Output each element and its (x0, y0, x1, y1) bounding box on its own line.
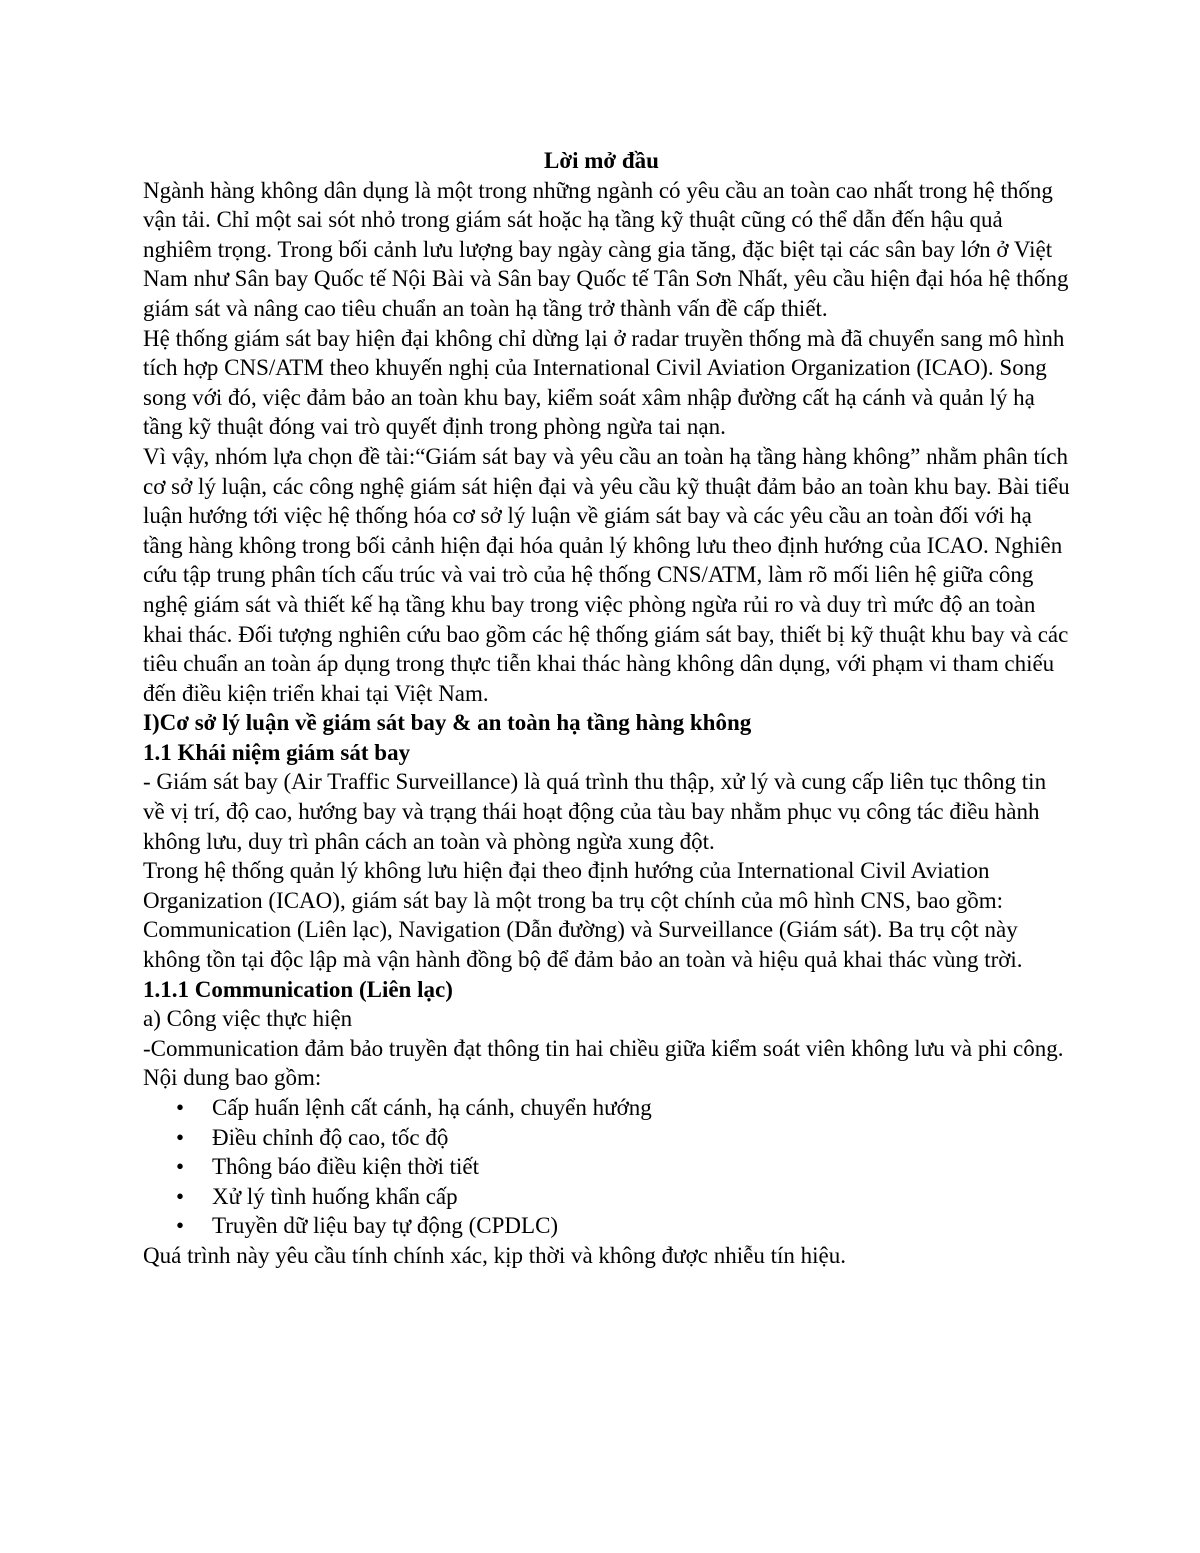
intro-paragraph-3: Vì vậy, nhóm lựa chọn đề tài:“Giám sát bay và yêu cầu an toàn hạ tầng hàng không” nhằm phân tích cơ sở lý luận, các công nghệ giám sát hiện đại và yêu cầu kỹ thuật đảm bảo an toàn khu bay. Bài tiểu luận hướng tới việc hệ thống hóa cơ sở lý luận về giám sát bay và các yêu cầu an toàn đối với hạ tầng hàng không trong bối cảnh hiện đại hóa quản lý không lưu theo định hướng của ICAO. Nghiên cứu tập trung phân tích cấu trúc và vai trò của hệ thống CNS/ATM, làm rõ mối liên hệ giữa công nghệ giám sát và thiết kế hạ tầng khu bay trong việc phòng ngừa rủi ro và duy trì mức độ an toàn khai thác. Đối tượng nghiên cứu bao gồm các hệ thống giám sát bay, thiết bị kỹ thuật khu bay và các tiêu chuẩn an toàn áp dụng trong thực tiễn khai thác hàng không dân dụng, với phạm vi tham chiếu đến điều kiện triển khai tại Việt Nam. (143, 443, 1070, 706)
section-1-1-heading: 1.1 Khái niệm giám sát bay (143, 739, 411, 765)
list-item-text: Điều chỉnh độ cao, tốc độ (212, 1124, 449, 1150)
document-title: Lời mở đầu (544, 148, 659, 173)
bullet-dot-icon: • (175, 1124, 185, 1150)
list-item-text: Truyền dữ liệu bay tự động (CPDLC) (212, 1213, 559, 1239)
bullet-dot-icon: • (175, 1154, 185, 1180)
closing-paragraph: Quá trình này yêu cầu tính chính xác, kịp thời và không được nhiễu tín hiệu. (143, 1242, 846, 1268)
communication-task-list (143, 1093, 1070, 1241)
list-item (172, 1093, 1070, 1123)
list-item-text: Xử lý tình huống khẩn cấp (212, 1183, 458, 1209)
list-item-text: Thông báo điều kiện thời tiết (212, 1154, 480, 1180)
intro-paragraph-1: Ngành hàng không dân dụng là một trong những ngành có yêu cầu an toàn cao nhất trong hệ thống vận tải. Chỉ một sai sót nhỏ trong giám sát hoặc hạ tầng kỹ thuật cũng có thể dẫn đến hậu quả nghiêm trọng. Trong bối cảnh lưu lượng bay ngày càng gia tăng, đặc biệt tại các sân bay lớn ở Việt Nam như Sân bay Quốc tế Nội Bài và Sân bay Quốc tế Tân Sơn Nhất, yêu cầu hiện đại hóa hệ thống giám sát và nâng cao tiêu chuẩn an toàn hạ tầng trở thành vấn đề cấp thiết. (143, 177, 1069, 321)
list-item-text: Cấp huấn lệnh cất cánh, hạ cánh, chuyển hướng (212, 1095, 652, 1120)
section-1-heading: I)Cơ sở lý luận về giám sát bay & an toàn hạ tầng hàng không (143, 710, 752, 736)
subsection-a-label: a) Công việc thực hiện (143, 1006, 353, 1032)
list-item (172, 1152, 1070, 1182)
bullet-dot-icon: • (175, 1095, 185, 1120)
section-1-1-1-heading: 1.1.1 Communication (Liên lạc) (143, 976, 453, 1002)
list-item (172, 1211, 1070, 1241)
bullet-dot-icon: • (175, 1213, 185, 1239)
bullet-dot-icon: • (175, 1183, 185, 1209)
list-item (172, 1182, 1070, 1212)
communication-paragraph: -Communication đảm bảo truyền đạt thông tin hai chiều giữa kiểm soát viên không lưu và phi công. Nội dung bao gồm: (143, 1035, 1064, 1091)
intro-paragraph-2: Hệ thống giám sát bay hiện đại không chỉ dừng lại ở radar truyền thống mà đã chuyển sang mô hình tích hợp CNS/ATM theo khuyến nghị của International Civil Aviation Organization (ICAO). Song song với đó, việc đảm bảo an toàn khu bay, kiểm soát xâm nhập đường cất hạ cánh và quản lý hạ tầng kỹ thuật đóng vai trò quyết định trong phòng ngừa tai nạn. (143, 325, 1065, 440)
list-item (172, 1123, 1070, 1153)
cns-paragraph: Trong hệ thống quản lý không lưu hiện đại theo định hướng của International Civil Aviation Organization (ICAO), giám sát bay là một trong ba trụ cột chính của mô hình CNS, bao gồm: Communication (Liên lạc), Navigation (Dẫn đường) và Surveillance (Giám sát). Ba trụ cột này không tồn tại độc lập mà vận hành đồng bộ để đảm bảo an toàn và hiệu quả khai thác vùng trời. (143, 858, 1023, 973)
surveillance-definition-paragraph: - Giám sát bay (Air Traffic Surveillance) là quá trình thu thập, xử lý và cung cấp liên tục thông tin về vị trí, độ cao, hướng bay và trạng thái hoạt động của tàu bay nhằm phục vụ công tác điều hành không lưu, duy trì phân cách an toàn và phòng ngừa xung đột. (143, 769, 1047, 854)
